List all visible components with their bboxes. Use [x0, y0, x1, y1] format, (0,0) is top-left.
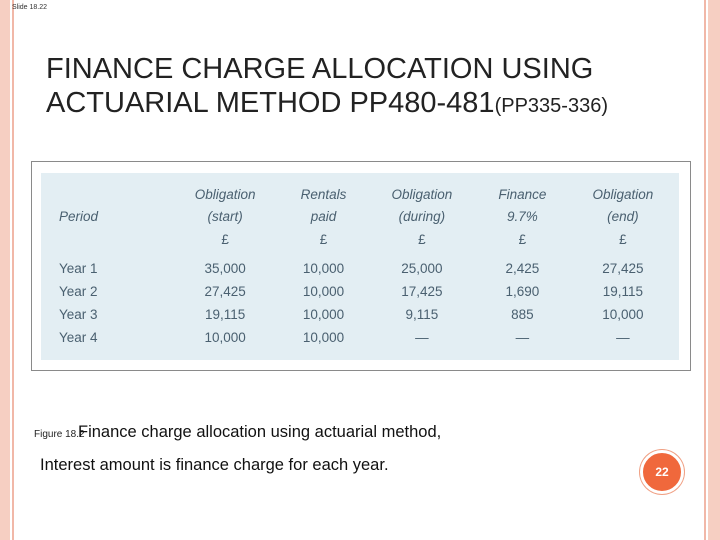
table-cell: 10,000 — [302, 261, 345, 276]
finance-charge-table — [41, 183, 679, 349]
table-cell: 19,115 — [204, 307, 246, 322]
table-cell: 35,000 — [204, 261, 246, 276]
table-cell: 19,115 — [602, 284, 643, 299]
right-decorative-border — [708, 0, 720, 540]
table-unit-cell: £ — [319, 231, 328, 247]
table-cell: — — [616, 330, 630, 345]
table-row — [41, 257, 679, 280]
table-unit-cell: £ — [221, 231, 229, 247]
table-cell: 2,425 — [505, 261, 540, 276]
table-row — [41, 326, 679, 349]
table-cell: 9,115 — [405, 307, 439, 322]
figure-caption-text: Finance charge allocation using actuarial method, — [78, 423, 442, 441]
table-cell: Year 4 — [59, 330, 98, 345]
table-cell: 10,000 — [302, 307, 345, 322]
table-header-cell — [41, 227, 169, 251]
table-unit-row — [41, 227, 679, 251]
right-decorative-line — [704, 0, 706, 540]
table-header-row — [41, 183, 679, 205]
table-cell: 10,000 — [302, 284, 345, 299]
table-cell: 17,425 — [401, 284, 443, 299]
table-header-cell: Period — [59, 208, 99, 224]
slide-title-suffix: (PP335-336) — [494, 95, 608, 117]
table-header-cell: Obligation — [391, 186, 453, 202]
table-cell: Year 2 — [59, 284, 98, 299]
slide-label: Slide 18.22 — [12, 4, 48, 11]
table-header-cell: Obligation — [592, 186, 654, 202]
slide-title-main: FINANCE CHARGE ALLOCATION USING ACTUARIAL METHOD PP480-481 — [46, 53, 594, 119]
table-header-row — [41, 205, 679, 227]
table-header-cell: (end) — [607, 208, 639, 224]
table-header-cell: (during) — [398, 208, 446, 224]
table-cell: 10,000 — [204, 330, 246, 345]
table-cell: 27,425 — [204, 284, 246, 299]
table-cell: 885 — [511, 307, 534, 322]
table-row — [41, 280, 679, 303]
table-row — [41, 303, 679, 326]
table-cell: 10,000 — [302, 330, 345, 345]
figure-caption-label: Figure 18.2 — [34, 429, 85, 440]
figure-table-panel — [41, 173, 679, 360]
slide-title — [46, 52, 686, 123]
table-header-cell: Rentals — [300, 186, 347, 202]
table-unit-cell: £ — [619, 231, 627, 247]
figure-frame — [31, 161, 691, 371]
table-cell: 1,690 — [505, 284, 540, 299]
table-cell: Year 1 — [59, 261, 98, 276]
table-unit-cell: £ — [518, 231, 527, 247]
slide-note: Interest amount is finance charge for each year. — [40, 456, 389, 474]
table-header-cell: 9.7% — [506, 208, 538, 224]
left-decorative-border — [0, 0, 10, 540]
table-cell: Year 3 — [59, 307, 98, 322]
table-cell: — — [515, 330, 530, 345]
left-decorative-line — [12, 0, 14, 540]
table-header-cell — [41, 183, 169, 205]
table-header-cell: paid — [310, 208, 337, 224]
table-unit-cell: £ — [418, 231, 426, 247]
table-header-cell: Finance — [498, 186, 547, 202]
table-cell: 27,425 — [602, 261, 644, 276]
table-cell: — — [415, 330, 429, 345]
table-header-cell: Obligation — [194, 186, 256, 202]
table-header-cell: (start) — [207, 208, 243, 224]
table-cell: 10,000 — [602, 307, 644, 322]
table-cell: 25,000 — [401, 261, 443, 276]
page-number-badge: 22 — [640, 450, 684, 494]
